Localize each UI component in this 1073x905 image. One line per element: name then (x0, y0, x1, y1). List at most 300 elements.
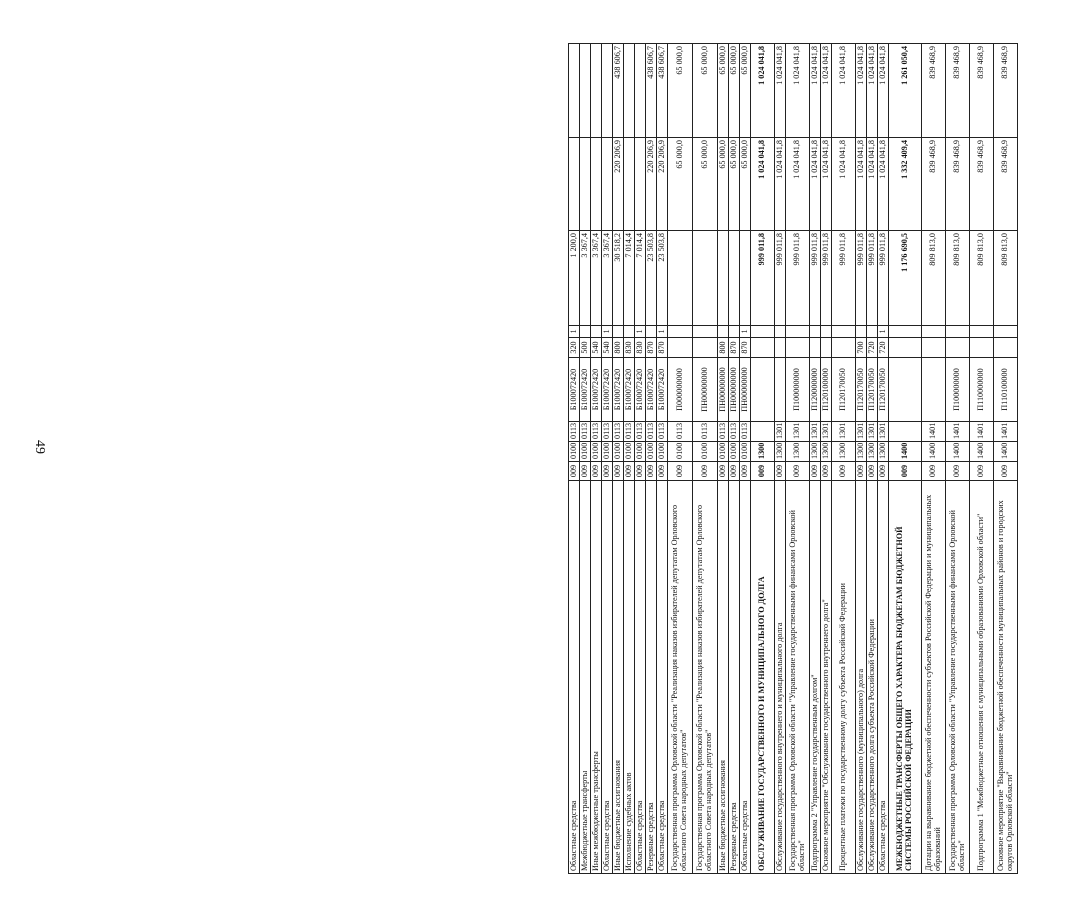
row-amount-year2-cell: 839 468,9 (922, 138, 946, 231)
row-subsection-code-cell: 0113 (718, 422, 729, 442)
row-name-cell: Основное мероприятие "Выравнивание бюджетной обеспеченности муниципальных районов и городских округов Орловской области" (994, 481, 1018, 874)
row-subsection-code-cell: 1301 (810, 422, 821, 442)
row-subsection-code-cell: 0113 (693, 422, 718, 442)
row-section-code-cell: 0100 (718, 442, 729, 462)
row-admin-code-cell: 009 (878, 462, 889, 481)
row-subsection-code-cell: 0113 (613, 422, 624, 442)
row-section-code-cell: 1300 (856, 442, 867, 462)
row-source-code-cell (889, 326, 922, 338)
row-amount-year2-cell (591, 138, 602, 231)
row-expense-type-cell: 800 (613, 338, 624, 358)
row-expense-type-cell (751, 338, 775, 358)
row-amount-year3-cell (569, 44, 580, 138)
row-source-code-cell (786, 326, 810, 338)
row-subsection-code-cell: 0113 (602, 422, 613, 442)
row-subsection-code-cell (751, 422, 775, 442)
row-amount-year1-cell (693, 231, 718, 326)
row-amount-year1-cell: 809 813,0 (994, 231, 1018, 326)
row-section-code-cell: 1400 (946, 442, 970, 462)
row-amount-year1-cell: 999 011,8 (832, 231, 856, 326)
row-subsection-code-cell: 1301 (786, 422, 810, 442)
row-section-code-cell: 0100 (580, 442, 591, 462)
row-target-article-cell: П120170050 (856, 358, 867, 422)
row-amount-year3-cell (624, 44, 635, 138)
row-target-article-cell: Б100072420 (591, 358, 602, 422)
row-amount-year3-cell: 65 000,0 (668, 44, 693, 138)
row-target-article-cell: П110000000 (970, 358, 994, 422)
row-expense-type-cell (786, 338, 810, 358)
row-admin-code-cell: 009 (751, 462, 775, 481)
row-subsection-code-cell: 1301 (878, 422, 889, 442)
row-amount-year2-cell: 1 024 041,8 (786, 138, 810, 231)
row-source-code-cell: 1 (602, 326, 613, 338)
row-admin-code-cell: 009 (729, 462, 740, 481)
row-target-article-cell: П120170050 (867, 358, 878, 422)
row-name-cell: Областные средства (635, 481, 646, 874)
row-admin-code-cell: 009 (867, 462, 878, 481)
table-row (821, 44, 832, 874)
row-section-code-cell: 0100 (591, 442, 602, 462)
row-expense-type-cell (810, 338, 821, 358)
row-expense-type-cell: 700 (856, 338, 867, 358)
row-expense-type-cell: 870 (646, 338, 657, 358)
row-amount-year2-cell: 220 206,9 (657, 138, 668, 231)
row-name-cell: Обслуживание государственного долга субъекта Российской Федерации (867, 481, 878, 874)
row-amount-year1-cell: 999 011,8 (751, 231, 775, 326)
row-amount-year3-cell (635, 44, 646, 138)
row-name-cell: Иные бюджетные ассигнования (613, 481, 624, 874)
row-admin-code-cell: 009 (580, 462, 591, 481)
row-amount-year3-cell: 1 024 041,8 (810, 44, 821, 138)
row-section-code-cell: 1300 (786, 442, 810, 462)
row-admin-code-cell: 009 (994, 462, 1018, 481)
row-section-code-cell: 0100 (624, 442, 635, 462)
row-amount-year2-cell: 839 468,9 (946, 138, 970, 231)
row-subsection-code-cell: 1401 (994, 422, 1018, 442)
row-subsection-code-cell: 1301 (867, 422, 878, 442)
row-target-article-cell: Б100072420 (657, 358, 668, 422)
row-admin-code-cell: 009 (775, 462, 786, 481)
row-amount-year3-cell: 1 024 041,8 (775, 44, 786, 138)
row-amount-year3-cell: 438 606,7 (657, 44, 668, 138)
table-row (922, 44, 946, 874)
table-row (970, 44, 994, 874)
row-target-article-cell: ПН00000000 (729, 358, 740, 422)
row-target-article-cell: Б100072420 (613, 358, 624, 422)
row-amount-year2-cell: 1 024 041,8 (856, 138, 867, 231)
row-section-code-cell: 1400 (922, 442, 946, 462)
row-name-cell: Иные бюджетные ассигнования (718, 481, 729, 874)
row-section-code-cell: 0100 (602, 442, 613, 462)
row-section-code-cell: 0100 (740, 442, 751, 462)
row-source-code-cell (946, 326, 970, 338)
table-row (646, 44, 657, 874)
row-amount-year1-cell: 809 813,0 (946, 231, 970, 326)
row-section-code-cell: 1300 (751, 442, 775, 462)
row-admin-code-cell: 009 (718, 462, 729, 481)
row-amount-year1-cell: 7 014,4 (624, 231, 635, 326)
row-amount-year2-cell: 839 468,9 (970, 138, 994, 231)
row-target-article-cell: Б100072420 (646, 358, 657, 422)
row-source-code-cell (580, 326, 591, 338)
row-amount-year2-cell (624, 138, 635, 231)
row-amount-year3-cell: 65 000,0 (729, 44, 740, 138)
row-subsection-code-cell (889, 422, 922, 442)
budget-table (568, 43, 1018, 874)
row-subsection-code-cell: 1301 (821, 422, 832, 442)
row-subsection-code-cell: 0113 (580, 422, 591, 442)
table-row (810, 44, 821, 874)
row-admin-code-cell: 009 (624, 462, 635, 481)
table-row (580, 44, 591, 874)
row-amount-year1-cell: 1 200,0 (569, 231, 580, 326)
row-amount-year3-cell: 1 024 041,8 (878, 44, 889, 138)
row-amount-year3-cell: 438 606,7 (613, 44, 624, 138)
row-target-article-cell: П120170050 (832, 358, 856, 422)
row-admin-code-cell: 009 (922, 462, 946, 481)
row-target-article-cell: П100000000 (786, 358, 810, 422)
row-expense-type-cell: 800 (718, 338, 729, 358)
row-subsection-code-cell: 1301 (856, 422, 867, 442)
row-amount-year3-cell: 65 000,0 (718, 44, 729, 138)
row-expense-type-cell: 870 (729, 338, 740, 358)
row-section-code-cell: 1300 (821, 442, 832, 462)
row-amount-year2-cell: 65 000,0 (718, 138, 729, 231)
row-name-cell: Государственная программа Орловской области "Управление государственными финансами Орловской области" (786, 481, 810, 874)
row-amount-year3-cell: 1 261 050,4 (889, 44, 922, 138)
row-source-code-cell: 1 (569, 326, 580, 338)
row-amount-year3-cell: 839 468,9 (922, 44, 946, 138)
row-name-cell: Межбюджетные трансферты (580, 481, 591, 874)
table-row (657, 44, 668, 874)
table-row (569, 44, 580, 874)
row-subsection-code-cell: 0113 (740, 422, 751, 442)
row-amount-year3-cell: 1 024 041,8 (867, 44, 878, 138)
row-name-cell: МЕЖБЮДЖЕТНЫЕ ТРАНСФЕРТЫ ОБЩЕГО ХАРАКТЕРА БЮДЖЕТАМ БЮДЖЕТНОЙ СИСТЕМЫ РОССИЙСКОЙ ФЕДЕРАЦИИ (889, 481, 922, 874)
row-expense-type-cell: 830 (635, 338, 646, 358)
budget-table-body (569, 44, 1018, 874)
row-subsection-code-cell: 1301 (832, 422, 856, 442)
row-target-article-cell (889, 358, 922, 422)
row-source-code-cell (867, 326, 878, 338)
row-name-cell: Процентные платежи по государственному долгу субъекта Российской Федерации (832, 481, 856, 874)
row-amount-year1-cell: 999 011,8 (856, 231, 867, 326)
row-source-code-cell (810, 326, 821, 338)
row-amount-year3-cell: 1 024 041,8 (821, 44, 832, 138)
row-admin-code-cell: 009 (946, 462, 970, 481)
row-source-code-cell (668, 326, 693, 338)
row-source-code-cell (821, 326, 832, 338)
row-admin-code-cell: 009 (646, 462, 657, 481)
row-subsection-code-cell: 1301 (775, 422, 786, 442)
row-amount-year1-cell (740, 231, 751, 326)
row-subsection-code-cell: 0113 (729, 422, 740, 442)
row-subsection-code-cell: 0113 (624, 422, 635, 442)
row-source-code-cell (922, 326, 946, 338)
row-amount-year2-cell: 1 024 041,8 (867, 138, 878, 231)
row-amount-year1-cell: 3 367,4 (591, 231, 602, 326)
row-admin-code-cell: 009 (810, 462, 821, 481)
row-expense-type-cell: 500 (580, 338, 591, 358)
row-amount-year1-cell: 7 014,4 (635, 231, 646, 326)
row-name-cell: Резервные средства (646, 481, 657, 874)
row-target-article-cell: Б100072420 (580, 358, 591, 422)
row-target-article-cell (751, 358, 775, 422)
row-admin-code-cell: 009 (821, 462, 832, 481)
row-amount-year1-cell: 999 011,8 (821, 231, 832, 326)
row-amount-year2-cell (635, 138, 646, 231)
row-target-article-cell (922, 358, 946, 422)
row-amount-year1-cell: 999 011,8 (786, 231, 810, 326)
row-target-article-cell: П120100000 (821, 358, 832, 422)
row-amount-year2-cell: 1 024 041,8 (821, 138, 832, 231)
row-name-cell: Обслуживание государственного (муниципального) долга (856, 481, 867, 874)
page-number: 49 (32, 440, 47, 454)
row-source-code-cell (613, 326, 624, 338)
row-admin-code-cell: 009 (970, 462, 994, 481)
row-name-cell: Областные средства (569, 481, 580, 874)
table-row (775, 44, 786, 874)
row-expense-type-cell (994, 338, 1018, 358)
row-section-code-cell: 1300 (810, 442, 821, 462)
row-name-cell: Областные средства (740, 481, 751, 874)
row-name-cell: Государственная программа Орловской области "Управление государственными финансами Орловской области" (946, 481, 970, 874)
row-source-code-cell: 1 (878, 326, 889, 338)
row-amount-year1-cell: 3 367,4 (602, 231, 613, 326)
row-target-article-cell: П100000000 (946, 358, 970, 422)
row-admin-code-cell: 009 (668, 462, 693, 481)
row-amount-year3-cell (580, 44, 591, 138)
row-amount-year2-cell: 220 206,9 (646, 138, 657, 231)
table-row (878, 44, 889, 874)
row-amount-year2-cell: 839 468,9 (994, 138, 1018, 231)
row-section-code-cell: 1300 (832, 442, 856, 462)
row-section-code-cell: 0100 (635, 442, 646, 462)
row-name-cell: Исполнение судебных актов (624, 481, 635, 874)
row-source-code-cell (729, 326, 740, 338)
row-name-cell: Областные средства (878, 481, 889, 874)
row-subsection-code-cell: 0113 (657, 422, 668, 442)
row-section-code-cell: 0100 (646, 442, 657, 462)
row-name-cell: Резервные средства (729, 481, 740, 874)
row-subsection-code-cell: 1401 (922, 422, 946, 442)
table-row (740, 44, 751, 874)
row-expense-type-cell (922, 338, 946, 358)
row-admin-code-cell: 009 (889, 462, 922, 481)
row-source-code-cell (970, 326, 994, 338)
row-section-code-cell: 0100 (569, 442, 580, 462)
row-subsection-code-cell: 1401 (970, 422, 994, 442)
table-row (693, 44, 718, 874)
row-target-article-cell: П110100000 (994, 358, 1018, 422)
table-row (994, 44, 1018, 874)
row-amount-year1-cell: 23 503,8 (646, 231, 657, 326)
row-source-code-cell (718, 326, 729, 338)
row-name-cell: Иные межбюджетные трансферты (591, 481, 602, 874)
row-amount-year3-cell: 1 024 041,8 (786, 44, 810, 138)
table-row (635, 44, 646, 874)
row-section-code-cell: 0100 (613, 442, 624, 462)
row-amount-year2-cell: 1 024 041,8 (832, 138, 856, 231)
row-amount-year2-cell: 65 000,0 (693, 138, 718, 231)
row-name-cell: Областные средства (602, 481, 613, 874)
row-expense-type-cell (889, 338, 922, 358)
row-source-code-cell: 1 (740, 326, 751, 338)
table-row (786, 44, 810, 874)
row-amount-year1-cell (729, 231, 740, 326)
table-row (602, 44, 613, 874)
row-amount-year1-cell: 809 813,0 (970, 231, 994, 326)
row-amount-year2-cell: 65 000,0 (668, 138, 693, 231)
row-source-code-cell: 1 (635, 326, 646, 338)
row-subsection-code-cell: 0113 (569, 422, 580, 442)
row-subsection-code-cell: 0113 (591, 422, 602, 442)
row-source-code-cell (591, 326, 602, 338)
table-row (729, 44, 740, 874)
table-row (718, 44, 729, 874)
row-target-article-cell: Б100072420 (569, 358, 580, 422)
row-name-cell: Государственная программа Орловской области "Реализация наказов избирателей депутатам Орловского областного Совета народных депутатов" (693, 481, 718, 874)
row-amount-year3-cell: 1 024 041,8 (751, 44, 775, 138)
row-admin-code-cell: 009 (569, 462, 580, 481)
row-name-cell: Подпрограмма 2 "Управление государственным долгом" (810, 481, 821, 874)
row-target-article-cell: ПН00000000 (740, 358, 751, 422)
row-amount-year1-cell: 999 011,8 (878, 231, 889, 326)
row-expense-type-cell (970, 338, 994, 358)
row-amount-year3-cell (602, 44, 613, 138)
row-amount-year2-cell: 1 024 041,8 (751, 138, 775, 231)
table-row (624, 44, 635, 874)
row-admin-code-cell: 009 (657, 462, 668, 481)
row-admin-code-cell: 009 (832, 462, 856, 481)
row-amount-year1-cell: 999 011,8 (867, 231, 878, 326)
row-amount-year3-cell: 839 468,9 (946, 44, 970, 138)
row-amount-year1-cell: 809 813,0 (922, 231, 946, 326)
row-target-article-cell: Б100072420 (624, 358, 635, 422)
table-row (867, 44, 878, 874)
row-expense-type-cell (693, 338, 718, 358)
row-amount-year3-cell: 438 606,7 (646, 44, 657, 138)
row-source-code-cell (994, 326, 1018, 338)
table-row (668, 44, 693, 874)
row-expense-type-cell (946, 338, 970, 358)
row-amount-year1-cell (718, 231, 729, 326)
row-section-code-cell: 0100 (729, 442, 740, 462)
row-source-code-cell (624, 326, 635, 338)
row-amount-year2-cell: 1 024 041,8 (878, 138, 889, 231)
row-admin-code-cell: 009 (693, 462, 718, 481)
row-admin-code-cell: 009 (591, 462, 602, 481)
row-amount-year2-cell: 1 332 409,4 (889, 138, 922, 231)
row-amount-year2-cell: 65 000,0 (740, 138, 751, 231)
row-amount-year3-cell: 839 468,9 (994, 44, 1018, 138)
row-name-cell: Государственная программа Орловской области "Реализация наказов избирателей депутатам Орловского областного Совета народных депутатов" (668, 481, 693, 874)
row-target-article-cell (775, 358, 786, 422)
row-source-code-cell (856, 326, 867, 338)
row-expense-type-cell: 720 (878, 338, 889, 358)
row-expense-type-cell: 870 (740, 338, 751, 358)
row-admin-code-cell: 009 (613, 462, 624, 481)
row-target-article-cell: Б100072420 (635, 358, 646, 422)
row-name-cell: Дотации на выравнивание бюджетной обеспеченности субъектов Российской Федерации и муниципальных образований (922, 481, 946, 874)
row-amount-year3-cell: 65 000,0 (693, 44, 718, 138)
row-amount-year2-cell: 1 024 041,8 (810, 138, 821, 231)
row-expense-type-cell: 830 (624, 338, 635, 358)
row-admin-code-cell: 009 (786, 462, 810, 481)
row-amount-year3-cell: 1 024 041,8 (856, 44, 867, 138)
row-source-code-cell: 1 (657, 326, 668, 338)
row-admin-code-cell: 009 (740, 462, 751, 481)
row-expense-type-cell (668, 338, 693, 358)
row-section-code-cell: 1300 (775, 442, 786, 462)
rotated-page-content (568, 44, 1073, 874)
row-amount-year2-cell (602, 138, 613, 231)
row-admin-code-cell: 009 (856, 462, 867, 481)
row-subsection-code-cell: 1401 (946, 422, 970, 442)
row-name-cell: Подпрограмма 1 "Межбюджетные отношения с муниципальными образованиями Орловской области" (970, 481, 994, 874)
row-source-code-cell (646, 326, 657, 338)
table-row (591, 44, 602, 874)
row-amount-year2-cell: 220 206,9 (613, 138, 624, 231)
row-expense-type-cell: 320 (569, 338, 580, 358)
table-row (613, 44, 624, 874)
row-amount-year2-cell: 65 000,0 (729, 138, 740, 231)
row-target-article-cell: ПН00000000 (693, 358, 718, 422)
row-amount-year3-cell: 1 024 041,8 (832, 44, 856, 138)
row-amount-year3-cell (591, 44, 602, 138)
row-expense-type-cell: 540 (591, 338, 602, 358)
row-amount-year1-cell: 23 503,8 (657, 231, 668, 326)
table-row (946, 44, 970, 874)
row-amount-year1-cell: 3 367,4 (580, 231, 591, 326)
row-target-article-cell: П120170050 (878, 358, 889, 422)
row-target-article-cell: П120000000 (810, 358, 821, 422)
row-expense-type-cell (821, 338, 832, 358)
table-row (889, 44, 922, 874)
row-amount-year2-cell (580, 138, 591, 231)
row-name-cell: Областные средства (657, 481, 668, 874)
row-section-code-cell: 0100 (693, 442, 718, 462)
row-section-code-cell: 1300 (878, 442, 889, 462)
row-section-code-cell: 0100 (657, 442, 668, 462)
row-expense-type-cell: 540 (602, 338, 613, 358)
table-row (751, 44, 775, 874)
row-amount-year3-cell: 65 000,0 (740, 44, 751, 138)
row-section-code-cell: 1400 (994, 442, 1018, 462)
row-section-code-cell: 1300 (867, 442, 878, 462)
row-name-cell: Обслуживание государственного внутреннего и муниципального долга (775, 481, 786, 874)
row-section-code-cell: 1400 (889, 442, 922, 462)
row-target-article-cell: ПН00000000 (718, 358, 729, 422)
row-source-code-cell (751, 326, 775, 338)
row-source-code-cell (693, 326, 718, 338)
row-amount-year2-cell: 1 024 041,8 (775, 138, 786, 231)
row-amount-year1-cell: 1 176 690,5 (889, 231, 922, 326)
row-expense-type-cell: 870 (657, 338, 668, 358)
row-source-code-cell (832, 326, 856, 338)
row-amount-year1-cell: 999 011,8 (810, 231, 821, 326)
row-expense-type-cell: 720 (867, 338, 878, 358)
row-admin-code-cell: 009 (635, 462, 646, 481)
row-amount-year2-cell (569, 138, 580, 231)
row-subsection-code-cell: 0113 (668, 422, 693, 442)
row-amount-year1-cell (668, 231, 693, 326)
row-admin-code-cell: 009 (602, 462, 613, 481)
row-amount-year1-cell: 30 518,2 (613, 231, 624, 326)
row-expense-type-cell (832, 338, 856, 358)
row-amount-year1-cell: 999 011,8 (775, 231, 786, 326)
row-subsection-code-cell: 0113 (646, 422, 657, 442)
